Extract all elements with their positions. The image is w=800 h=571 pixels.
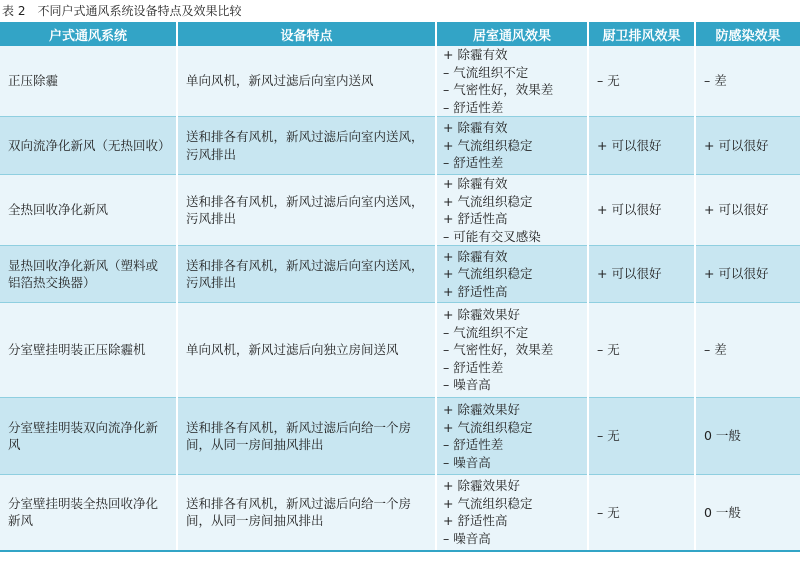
cell-kitchen-effect: – 无 <box>588 46 695 117</box>
cell-system: 分室壁挂明装正压除霾机 <box>0 303 177 398</box>
room-effect-item: + 除霾效果好 <box>443 307 520 323</box>
header-features: 设备特点 <box>177 22 436 46</box>
cell-infection-effect: + 可以很好 <box>695 117 800 175</box>
cell-features: 送和排各有风机，新风过滤后向室内送风，污风排出 <box>177 175 436 246</box>
cell-room-effects <box>436 246 588 303</box>
room-effect-item: – 气流组织不定 <box>443 64 529 80</box>
table-row <box>0 398 800 475</box>
table-row <box>0 175 800 246</box>
room-effect-item: + 除霾有效 <box>443 176 508 191</box>
table-row <box>0 303 800 398</box>
header-infection-effect: 防感染效果 <box>695 22 800 46</box>
header-kitchen-effect: 厨卫排风效果 <box>588 22 695 46</box>
cell-kitchen-effect: + 可以很好 <box>588 117 695 175</box>
cell-features: 送和排各有风机，新风过滤后向给一个房间，从同一房间抽风排出 <box>177 475 436 551</box>
table-body <box>0 46 800 551</box>
room-effect-item: + 气流组织稳定 <box>443 495 533 511</box>
room-effect-item: + 舒适性高 <box>443 513 508 529</box>
cell-kitchen-effect: + 可以很好 <box>588 175 695 246</box>
table-row <box>0 475 800 551</box>
comparison-table <box>0 22 800 552</box>
room-effect-item: – 舒适性差 <box>443 359 504 375</box>
header-system: 户式通风系统 <box>0 22 177 46</box>
room-effect-item: – 舒适性差 <box>443 437 504 452</box>
cell-kitchen-effect: – 无 <box>588 398 695 475</box>
room-effect-item: + 气流组织稳定 <box>443 137 533 153</box>
cell-system: 分室壁挂明装双向流净化新风 <box>0 398 177 475</box>
room-effect-item: + 舒适性高 <box>443 283 508 299</box>
room-effect-item: + 除霾效果好 <box>443 402 520 417</box>
cell-room-effects <box>436 475 588 551</box>
cell-infection-effect: 0 一般 <box>695 398 800 475</box>
cell-features: 单向风机，新风过滤后向独立房间送风 <box>177 303 436 398</box>
table-row <box>0 46 800 117</box>
cell-room-effects <box>436 398 588 475</box>
room-effect-item: – 噪音高 <box>443 454 491 470</box>
table-header <box>0 22 800 46</box>
cell-kitchen-effect: + 可以很好 <box>588 246 695 303</box>
cell-infection-effect: – 差 <box>695 46 800 117</box>
cell-features: 送和排各有风机，新风过滤后向室内送风，污风排出 <box>177 246 436 303</box>
cell-kitchen-effect: – 无 <box>588 303 695 398</box>
room-effect-item: + 除霾有效 <box>443 47 508 62</box>
room-effect-item: – 噪音高 <box>443 377 491 393</box>
room-effect-item: – 气密性好，效果差 <box>443 342 554 358</box>
cell-room-effects <box>436 46 588 117</box>
cell-infection-effect: 0 一般 <box>695 475 800 551</box>
room-effect-item: + 气流组织稳定 <box>443 419 533 435</box>
room-effect-item: – 舒适性差 <box>443 99 504 115</box>
table-row <box>0 246 800 303</box>
cell-system: 正压除霾 <box>0 46 177 117</box>
room-effect-item: + 除霾有效 <box>443 248 508 264</box>
room-effect-item: + 除霾效果好 <box>443 478 520 494</box>
room-effect-item: + 气流组织稳定 <box>443 266 533 282</box>
cell-infection-effect: + 可以很好 <box>695 246 800 303</box>
cell-system: 分室壁挂明装全热回收净化新风 <box>0 475 177 551</box>
table-caption: 表 2 不同户式通风系统设备特点及效果比较 <box>2 4 242 18</box>
cell-features: 送和排各有风机，新风过滤后向室内送风，污风排出 <box>177 117 436 175</box>
table-row <box>0 117 800 175</box>
cell-features: 送和排各有风机，新风过滤后向给一个房间，从同一房间抽风排出 <box>177 398 436 475</box>
room-effect-item: – 舒适性差 <box>443 155 504 171</box>
cell-infection-effect: + 可以很好 <box>695 175 800 246</box>
header-room-effect: 居室通风效果 <box>436 22 588 46</box>
cell-system: 全热回收净化新风 <box>0 175 177 246</box>
cell-room-effects <box>436 175 588 246</box>
cell-system: 显热回收净化新风（塑料或铝箔热交换器） <box>0 246 177 303</box>
cell-infection-effect: – 差 <box>695 303 800 398</box>
room-effect-item: – 可能有交叉感染 <box>443 228 541 244</box>
cell-system: 双向流净化新风（无热回收） <box>0 117 177 175</box>
cell-features: 单向风机，新风过滤后向室内送风 <box>177 46 436 117</box>
cell-room-effects <box>436 117 588 175</box>
room-effect-item: + 舒适性高 <box>443 211 508 226</box>
room-effect-item: + 气流组织稳定 <box>443 193 533 209</box>
room-effect-item: – 气流组织不定 <box>443 324 529 340</box>
room-effect-item: – 气密性好，效果差 <box>443 82 554 97</box>
cell-room-effects <box>436 303 588 398</box>
room-effect-item: – 噪音高 <box>443 530 491 546</box>
room-effect-item: + 除霾有效 <box>443 120 508 136</box>
cell-kitchen-effect: – 无 <box>588 475 695 551</box>
